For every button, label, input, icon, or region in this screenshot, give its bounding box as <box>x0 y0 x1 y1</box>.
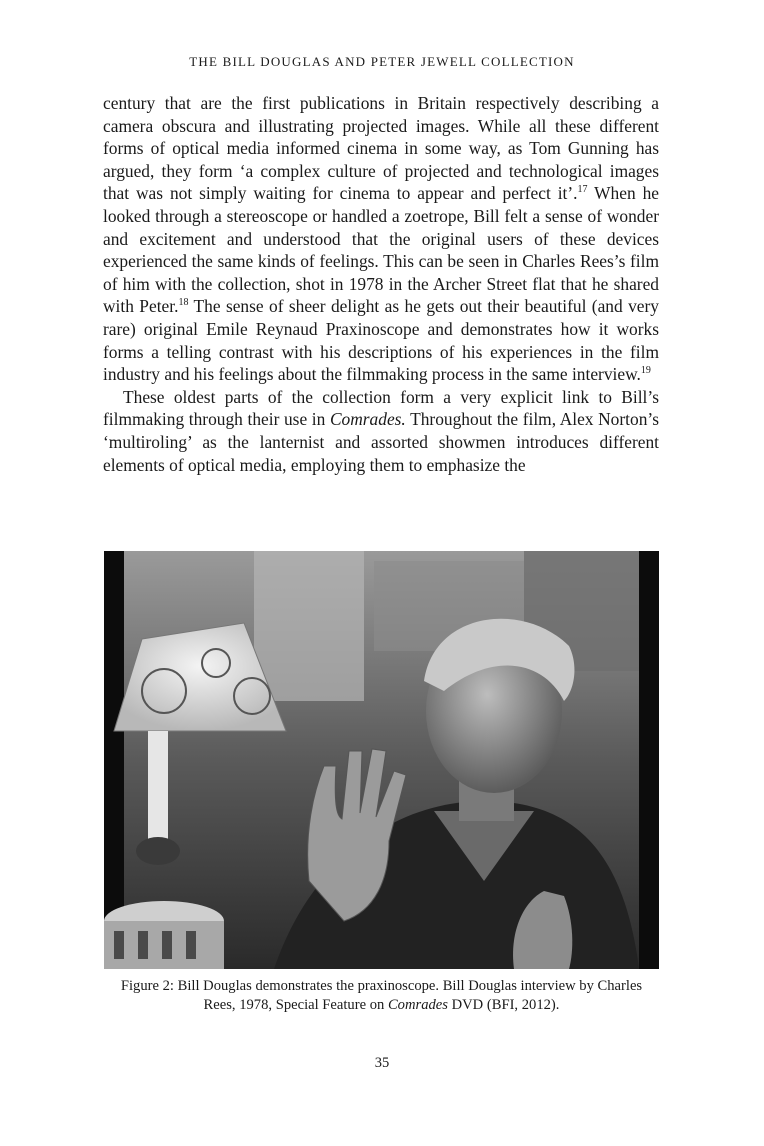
footnote-ref[interactable]: 18 <box>178 297 189 309</box>
body-text <box>103 92 659 476</box>
paragraph <box>103 92 659 386</box>
paragraph-text: Throughout the film, Alex Norton’s ‘multiroling’ as the lanternist and assorted showmen introduces different elements of optical media, employing them to emphasize the <box>103 409 659 475</box>
paragraph-text: The sense of sheer delight as he gets out their beautiful (and very rare) original Emile Reynaud Praxinoscope and demonstrates how it works forms a telling contrast with his descriptions of his experiences in the film industry and his feelings about the filmmaking process in the same interview. <box>103 296 659 385</box>
caption-text: DVD (BFI, 2012). <box>447 997 560 1013</box>
footnote-ref[interactable]: 19 <box>640 365 651 377</box>
page-number: 35 <box>374 1055 390 1071</box>
paragraph-text: century that are the first publications in Britain respectively describing a camera obscura and illustrating projected images. While all these different forms of optical media informed cinema in some way, as Tom Gunning has argued, they form ‘a complex culture of projected and technological images that was not simply waiting for cinema to appear and perfect it’. <box>103 93 659 204</box>
caption-text: Figure 2: Bill Douglas demonstrates the praxinoscope. Bill Douglas interview by Charles Rees, 1978, Special Feature on <box>120 978 643 1013</box>
figure-photo <box>104 551 659 969</box>
film-title: Comrades. <box>329 409 406 430</box>
caption-film-title: Comrades <box>387 997 448 1013</box>
paragraph <box>103 386 659 476</box>
running-head: THE BILL DOUGLAS AND PETER JEWELL COLLECTION <box>189 54 575 69</box>
paragraph-text: These oldest parts of the collection form a very explicit link to Bill’s filmmaking through their use in <box>103 386 659 430</box>
figure-caption <box>104 977 659 1015</box>
paragraph-text: When he looked through a stereoscope or handled a zoetrope, Bill felt a sense of wonder and excitement and understood that the original users of these devices experienced the same kinds of feelings. This can be seen in Charles Rees’s film of him with the collection, shot in 1978 in the Archer Street flat that he shared with Peter. <box>103 183 659 317</box>
footnote-ref[interactable]: 17 <box>577 184 588 196</box>
praxinoscope-photo <box>104 551 659 969</box>
